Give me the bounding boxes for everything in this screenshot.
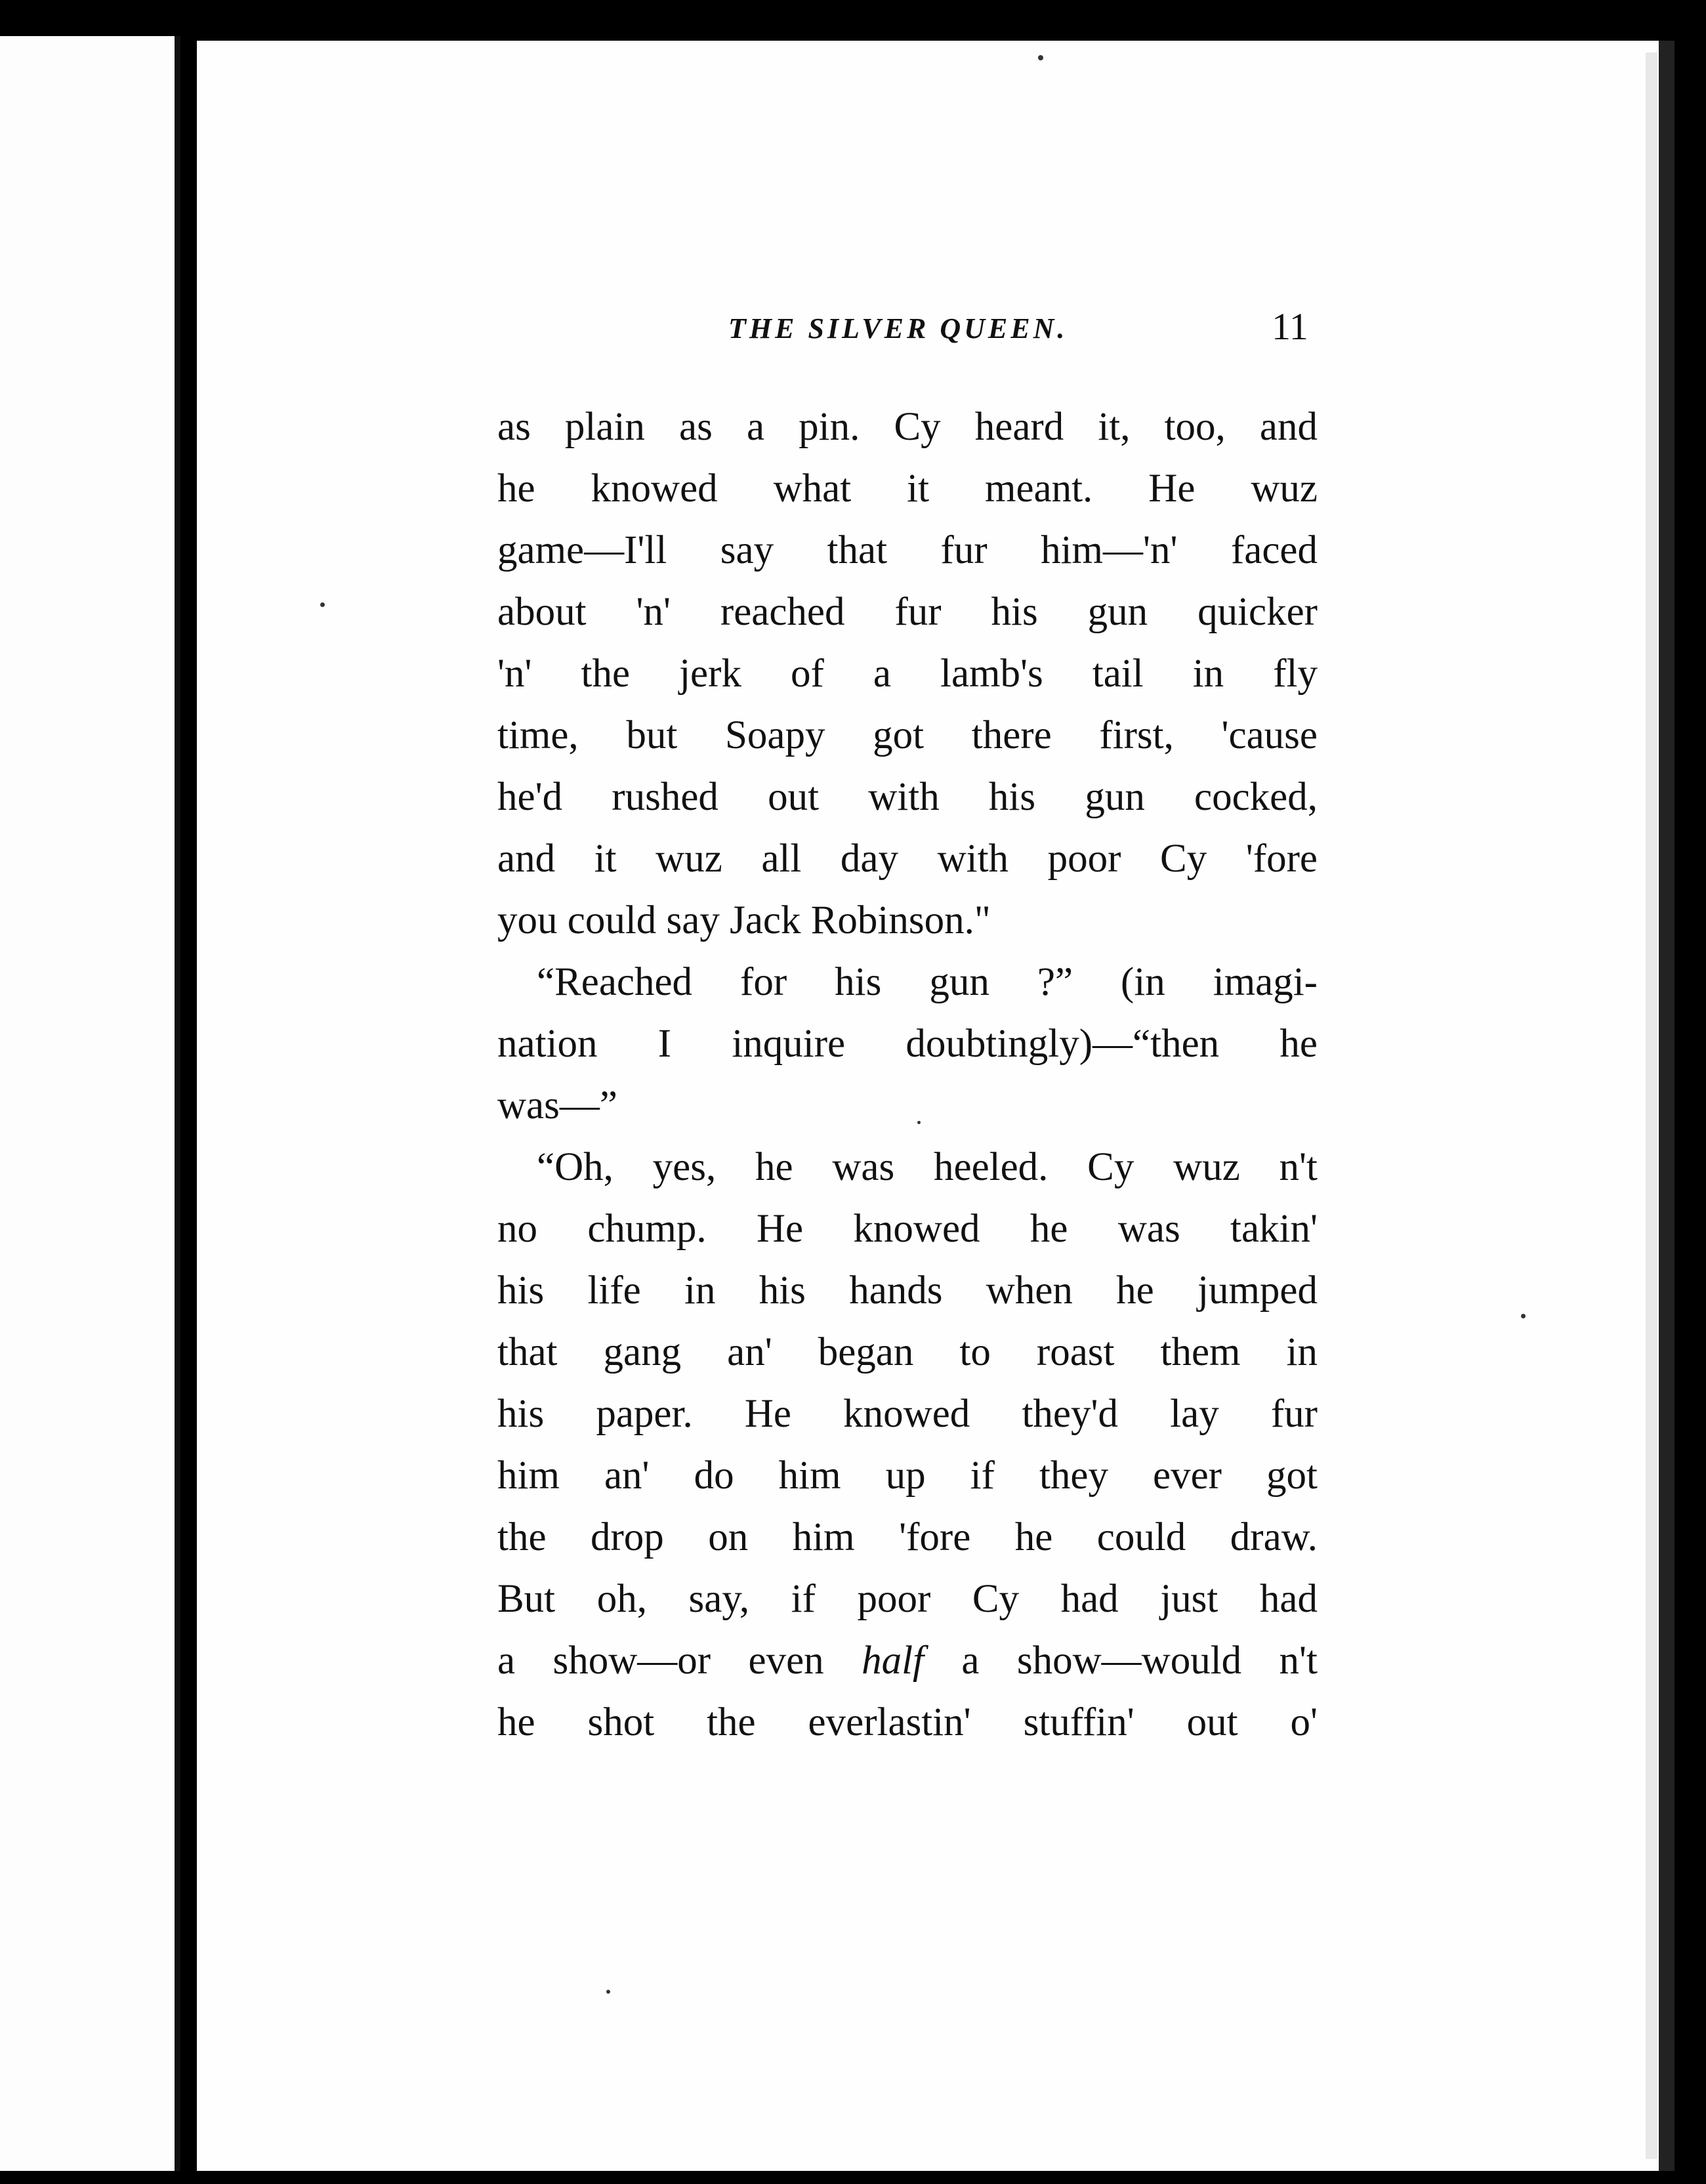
- scan-speck: [320, 602, 325, 607]
- text-line: no chump. He knowed he was takin': [497, 1207, 1318, 1251]
- book-edge: [1659, 41, 1675, 2171]
- text-line: him an' do him up if they ever got: [497, 1454, 1318, 1498]
- text-line: 'n' the jerk of a lamb's tail in fly: [497, 652, 1318, 696]
- scan-speck: [917, 1121, 921, 1124]
- scan-speck: [606, 1990, 610, 1994]
- text-line: “Oh, yes, he was heeled. Cy wuz n't: [537, 1145, 1318, 1189]
- text-line: But oh, say, if poor Cy had just had: [497, 1577, 1318, 1621]
- text-line: was—”: [497, 1083, 617, 1127]
- text-line: nation I inquire doubtingly)—“then he: [497, 1022, 1318, 1066]
- text-line: that gang an' began to roast them in: [497, 1330, 1318, 1374]
- italic-word: half: [862, 1639, 924, 1683]
- scan-speck: [1038, 55, 1043, 60]
- page-number: 11: [1272, 305, 1308, 348]
- gutter-line: [175, 36, 180, 2171]
- body-text: [497, 396, 1318, 1754]
- scan-speck: [1521, 1314, 1526, 1318]
- text-line: game—I'll say that fur him—'n' faced: [497, 528, 1318, 572]
- text-line: his life in his hands when he jumped: [497, 1269, 1318, 1312]
- text-line: time, but Soapy got there first, 'cause: [497, 713, 1318, 757]
- text-line: about 'n' reached fur his gun quicker: [497, 590, 1318, 634]
- text-fragment: a show—would n't: [923, 1639, 1318, 1683]
- text-line: “Reached for his gun ?” (in imagi-: [537, 960, 1318, 1004]
- running-head: THE SILVER QUEEN.: [728, 312, 1068, 345]
- text-line: he knowed what it meant. He wuz: [497, 467, 1318, 511]
- facing-page-edge: [0, 36, 180, 2171]
- text-line: his paper. He knowed they'd lay fur: [497, 1392, 1318, 1436]
- text-line: as plain as a pin. Cy heard it, too, and: [497, 405, 1318, 449]
- text-line: the drop on him 'fore he could draw.: [497, 1515, 1318, 1559]
- page-edge-shadow: [1646, 52, 1657, 2159]
- text-line: you could say Jack Robinson.": [497, 898, 991, 942]
- text-fragment: a show—or even: [497, 1639, 862, 1683]
- text-line: he shot the everlastin' stuffin' out o': [497, 1700, 1318, 1744]
- text-line: he'd rushed out with his gun cocked,: [497, 775, 1318, 819]
- text-line: [497, 1630, 1318, 1692]
- text-line: and it wuz all day with poor Cy 'fore: [497, 837, 1318, 881]
